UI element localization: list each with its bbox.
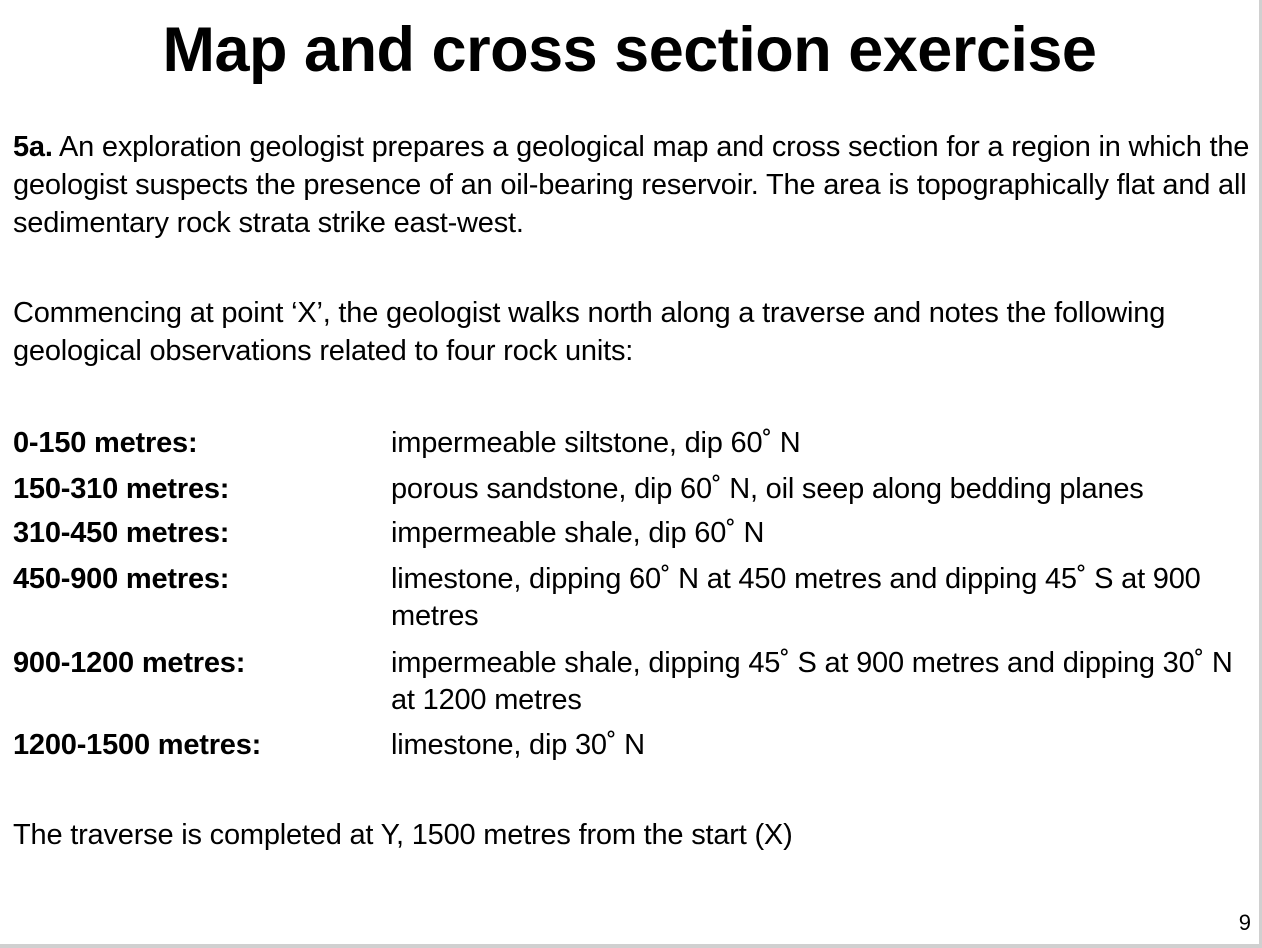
observation-range: 900-1200 metres: — [13, 647, 246, 679]
observation-description: limestone, dip 30˚ N — [391, 729, 645, 761]
observation-description: impermeable siltstone, dip 60˚ N — [391, 427, 801, 459]
observation-description: porous sandstone, dip 60˚ N, oil seep along bedding planes — [391, 473, 1144, 505]
intro-text: An exploration geologist prepares a geological map and cross section for a region in which the geologist suspects the presence of an oil-bearing reservoir. The area is topographically flat and all sedimentary rock strata strike east-west. — [13, 131, 1250, 239]
observation-description: impermeable shale, dip 60˚ N — [391, 517, 765, 549]
conclusion-paragraph: The traverse is completed at Y, 1500 metres from the start (X) — [13, 819, 793, 851]
observation-description: impermeable shale, dipping 45˚ S at 900 metres and dipping 30˚ N at 1200 metres — [391, 647, 1233, 716]
slide-title: Map and cross section exercise — [162, 15, 1097, 85]
observation-range: 450-900 metres: — [13, 563, 230, 595]
page-number: 9 — [1238, 910, 1251, 935]
intro-paragraph — [13, 128, 1253, 242]
observation-range: 310-450 metres: — [13, 517, 230, 549]
observation-range: 1200-1500 metres: — [13, 729, 262, 761]
observation-description: limestone, dipping 60˚ N at 450 metres and dipping 45˚ S at 900 metres — [391, 563, 1201, 632]
question-number: 5a. — [13, 131, 53, 163]
observation-range: 150-310 metres: — [13, 473, 230, 505]
traverse-intro-paragraph: Commencing at point ‘X’, the geologist walks north along a traverse and notes the following geological observations related to four rock units: — [13, 297, 1166, 367]
observation-range: 0-150 metres: — [13, 427, 198, 459]
